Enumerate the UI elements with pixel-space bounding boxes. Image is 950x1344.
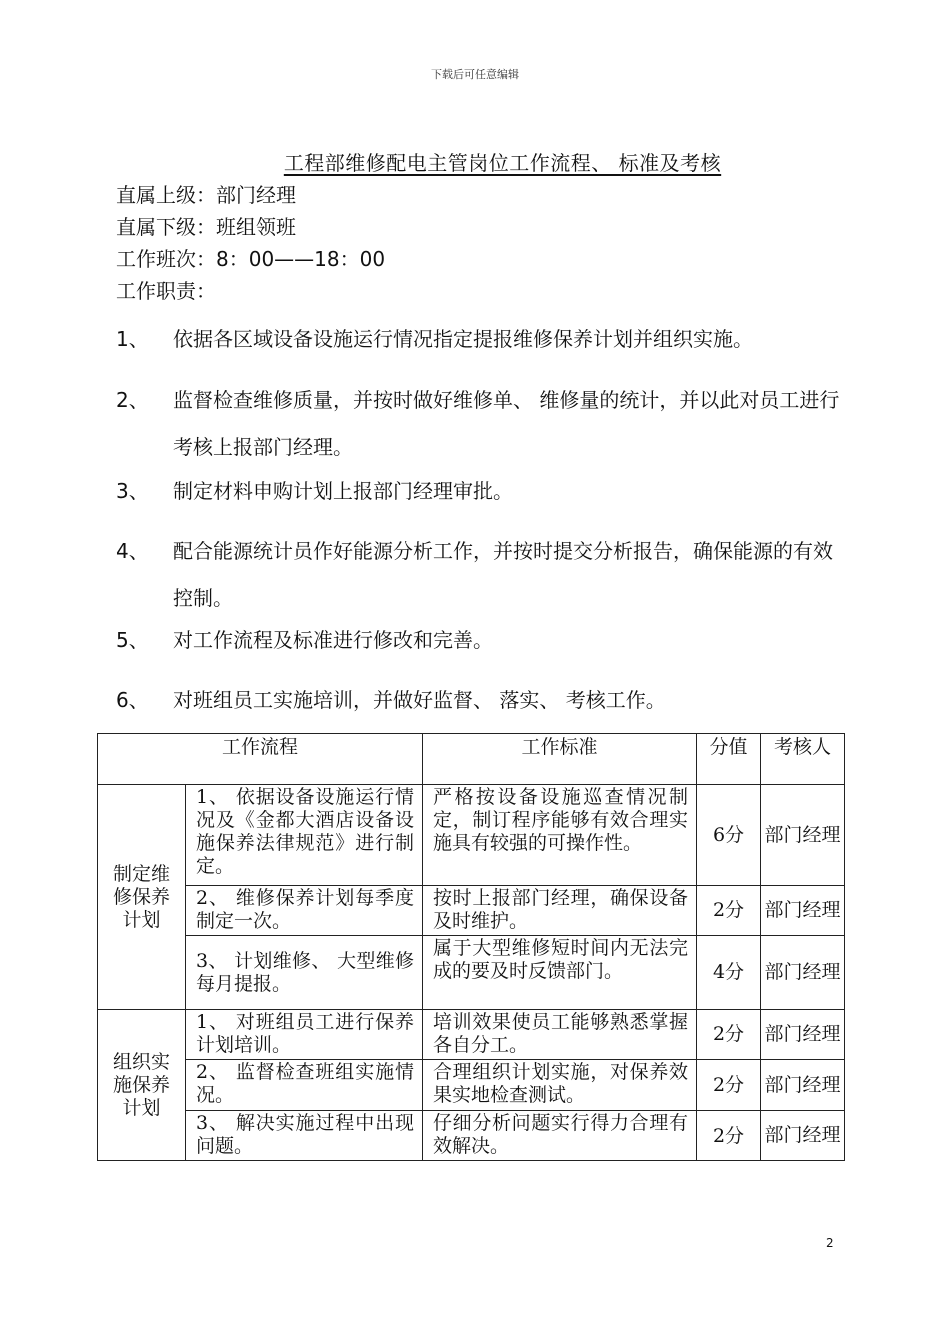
step-cell: 1、 对班组员工进行保养计划培训。	[186, 1010, 423, 1060]
duty-item	[116, 617, 846, 664]
duty-text: 对班组员工实施培训，并做好监督、 落实、 考核工作。	[173, 688, 666, 712]
table-row	[98, 785, 845, 886]
duty-text: 配合能源统计员作好能源分析工作，并按时提交分析报告，确保能源的有效控制。	[173, 539, 833, 610]
duty-text: 依据各区域设备设施运行情况指定提报维修保养计划并组织实施。	[173, 327, 753, 351]
score-cell: 2分	[697, 886, 761, 936]
header-assessor: 考核人	[761, 734, 845, 785]
score-cell: 2分	[697, 1060, 761, 1111]
standard-cell: 严格按设备设施巡查情况制定，制订程序能够有效合理实施具有较强的可操作性。	[423, 785, 697, 886]
assessor-cell: 部门经理	[761, 1060, 845, 1111]
subordinate-line: 直属下级：班组领班	[116, 215, 296, 239]
step-cell: 2、 监督检查班组实施情况。	[186, 1060, 423, 1111]
score-cell: 2分	[697, 1111, 761, 1161]
score-cell: 2分	[697, 1010, 761, 1060]
standard-cell: 合理组织计划实施，对保养效果实地检查测试。	[423, 1060, 697, 1111]
duty-number: 2、	[116, 388, 149, 412]
duty-text: 监督检查维修质量，并按时做好维修单、 维修量的统计，并以此对员工进行考核上报部门经理。	[173, 388, 840, 459]
standard-cell: 属于大型维修短时间内无法完成的要及时反馈部门。	[423, 936, 697, 1010]
duty-number: 4、	[116, 539, 149, 563]
header-process: 工作流程	[98, 734, 423, 785]
step-cell: 2、 维修保养计划每季度制定一次。	[186, 886, 423, 936]
duty-item	[116, 677, 846, 724]
header-standard: 工作标准	[423, 734, 697, 785]
assessor-cell: 部门经理	[761, 785, 845, 886]
duty-item	[116, 316, 846, 363]
duty-item	[116, 528, 846, 622]
superior-line: 直属上级：部门经理	[116, 183, 296, 207]
table-row	[98, 936, 845, 1010]
table-row	[98, 1111, 845, 1161]
duty-text: 制定材料申购计划上报部门经理审批。	[173, 479, 513, 503]
assessor-cell: 部门经理	[761, 1111, 845, 1161]
duty-number: 1、	[116, 327, 149, 351]
meta-block	[116, 179, 385, 307]
workflow-table	[97, 733, 845, 1161]
duties-label: 工作职责：	[116, 279, 216, 303]
duty-number: 6、	[116, 688, 149, 712]
standard-cell: 仔细分析问题实行得力合理有效解决。	[423, 1111, 697, 1161]
step-cell: 3、 解决实施过程中出现问题。	[186, 1111, 423, 1161]
category-cell: 制定维修保养计划	[98, 785, 186, 1010]
assessor-cell: 部门经理	[761, 1010, 845, 1060]
category-cell: 组织实施保养计划	[98, 1010, 186, 1161]
duty-text: 对工作流程及标准进行修改和完善。	[173, 628, 493, 652]
step-cell: 1、 依据设备设施运行情况及《金都大酒店设备设施保养法律规范》进行制定。	[186, 785, 423, 886]
duty-item	[116, 377, 846, 471]
table-row	[98, 1010, 845, 1060]
score-cell: 6分	[697, 785, 761, 886]
standard-cell: 按时上报部门经理，确保设备及时维护。	[423, 886, 697, 936]
table-header-row	[98, 734, 845, 785]
step-cell: 3、 计划维修、 大型维修每月提报。	[186, 936, 423, 1010]
assessor-cell: 部门经理	[761, 936, 845, 1010]
document-title: 工程部维修配电主管岗位工作流程、 标准及考核	[283, 151, 722, 175]
score-cell: 4分	[697, 936, 761, 1010]
table-row	[98, 1060, 845, 1111]
standard-cell: 培训效果使员工能够熟悉掌握各自分工。	[423, 1010, 697, 1060]
duty-number: 3、	[116, 479, 149, 503]
header-score: 分值	[697, 734, 761, 785]
page-number: 2	[826, 1236, 834, 1250]
shift-line: 工作班次：8：00——18：00	[116, 247, 386, 271]
header-note: 下载后可任意编辑	[431, 68, 519, 81]
assessor-cell: 部门经理	[761, 886, 845, 936]
duty-number: 5、	[116, 628, 149, 652]
table-row	[98, 886, 845, 936]
duty-item	[116, 468, 846, 515]
